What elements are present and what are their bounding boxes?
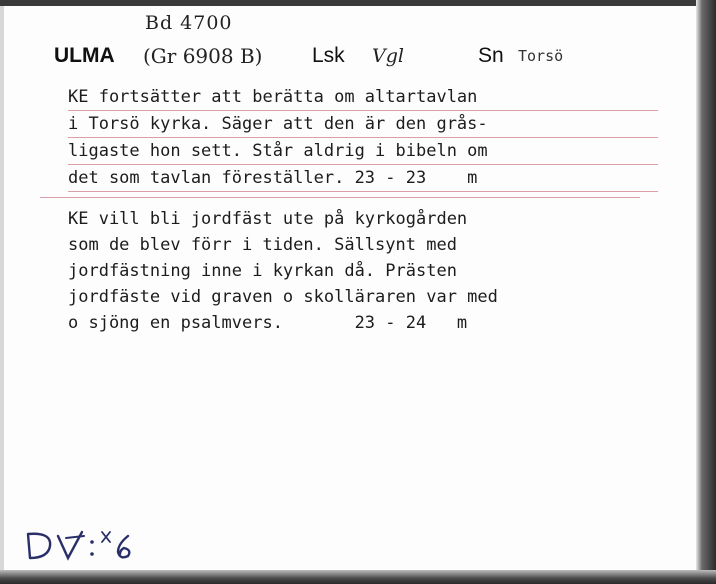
entry-2-line: jordfästning inne i kyrkan då. Prästen bbox=[68, 261, 457, 281]
entry-1-line: i Torsö kyrka. Säger att den är den grås- bbox=[68, 111, 658, 138]
lsk-label: Lsk bbox=[312, 44, 345, 67]
parish-name: Torsö bbox=[518, 47, 564, 65]
separator-line bbox=[40, 197, 640, 198]
entry-2-line: o sjöng en psalmvers. 23 - 24 m bbox=[68, 313, 468, 333]
entry-1-line: det som tavlan föreställer. 23 - 23 m bbox=[68, 165, 658, 192]
scan-edge-bottom bbox=[0, 570, 716, 584]
entry-1-line: KE fortsätter att berätta om altartavlan bbox=[68, 84, 658, 111]
handwritten-mark bbox=[24, 524, 144, 566]
vgl-label: Vgl bbox=[372, 45, 404, 67]
scan-edge-left bbox=[0, 6, 4, 570]
archive-number: Bd 4700 bbox=[145, 12, 233, 34]
sn-label: Sn bbox=[478, 44, 504, 67]
entry-1 bbox=[68, 84, 658, 192]
entry-2-line: KE vill bli jordfäst ute på kyrkogården bbox=[68, 209, 468, 229]
entry-2-line: jordfäste vid graven o skolläraren var med bbox=[68, 287, 498, 307]
scan-edge-top bbox=[0, 0, 716, 6]
entry-2 bbox=[68, 206, 658, 336]
archive-code: ULMA bbox=[54, 44, 115, 67]
scan-edge-right bbox=[696, 0, 716, 584]
entry-1-line: ligaste hon sett. Står aldrig i bibeln om bbox=[68, 138, 658, 165]
gr-number: (Gr 6908 B) bbox=[143, 44, 263, 68]
entry-2-line: som de blev förr i tiden. Sällsynt med bbox=[68, 235, 457, 255]
